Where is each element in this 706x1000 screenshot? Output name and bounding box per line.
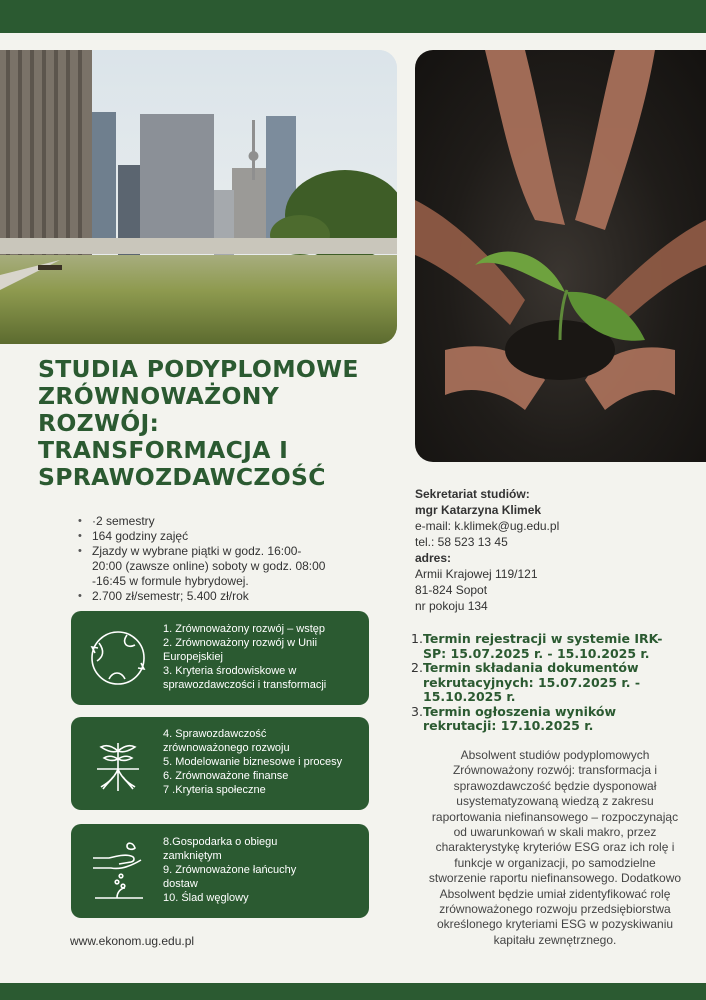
info-list (78, 514, 368, 604)
date-line: rekrutacji: 17.10.2025 r. (423, 718, 594, 733)
module-line: Europejskiej (163, 651, 223, 663)
contact-email[interactable]: e-mail: k.klimek@ug.edu.pl (415, 519, 560, 533)
modules-box-1 (71, 611, 369, 705)
recycle-globe-icon (87, 623, 149, 698)
description-line: raportowania niefinansowego – rozpoczynając (431, 809, 679, 824)
module-line: 1. Zrównoważony rozwój – wstęp (163, 623, 326, 635)
contact-phone: tel.: 58 523 13 45 (415, 535, 508, 549)
module-line: 3. Kryteria środowiskowe w (163, 665, 297, 677)
date-line: Termin rejestracji w systemie IRK- (423, 631, 663, 646)
module-line: dostaw (163, 878, 198, 890)
description-line: charakterystykę kryteriów ESG oraz ich rolę i (435, 840, 675, 855)
recruitment-dates (411, 632, 701, 734)
list-item-line: • Zjazdy w wybrane piątki w godz. 16:00- (92, 544, 302, 558)
description-line: sprawozdawczość będzie dysponował (453, 778, 657, 793)
date-number: 3. (411, 703, 423, 719)
description-line: stworzenie raportu niefinansowego. Dodatkowo (428, 871, 682, 886)
date-line: rekrutacyjnych: 15.07.2025 r. - (423, 674, 641, 690)
date-item (411, 661, 701, 705)
date-number: 2. (411, 660, 423, 675)
description-line: zrównoważonego rozwoju przedsiębiorstwa (439, 902, 671, 917)
module-line: 4. Sprawozdawczość (163, 728, 267, 740)
graduate-description (410, 748, 700, 948)
contact-name: mgr Katarzyna Klimek (415, 503, 542, 517)
description-line: funkcje w organizacji, po samodzielne (454, 855, 656, 870)
date-line: 15.10.2025 r. (423, 689, 516, 704)
module-line: 9. Zrównoważone łańcuchy (163, 864, 297, 876)
contact-heading: Sekretariat studiów: (415, 487, 530, 501)
date-line: SP: 15.07.2025 r. - 15.10.2025 r. (423, 645, 650, 661)
description-line: kapitału zewnętrznego. (493, 932, 617, 947)
address-label: adres: (415, 551, 452, 565)
description-line: Absolwent będzie umiał zidentyfikować rolę (439, 886, 671, 901)
module-line: zamkniętym (163, 850, 222, 862)
title-line: ZRÓWNOWAŻONY (38, 382, 280, 410)
module-line: zrównoważonego rozwoju (163, 742, 290, 754)
list-item-line: -16:45 w formule hybrydowej. (92, 574, 249, 588)
title-line: SPRAWOZDAWCZOŚĆ (38, 463, 326, 491)
hands-seedling-photo (415, 50, 706, 462)
address-room: nr pokoju 134 (415, 599, 488, 613)
date-item (411, 632, 701, 661)
list-item: • 2.700 zł/semestr; 5.400 zł/rok (78, 589, 368, 604)
title-line: TRANSFORMACJA I (38, 436, 289, 464)
date-line: Termin ogłoszenia wyników (423, 703, 616, 719)
date-number: 1. (411, 631, 423, 646)
title-line: ROZWÓJ: (38, 409, 160, 437)
description-line: od uwarunkowań w skali makro, przez (453, 825, 657, 840)
title-line: STUDIA PODYPLOMOWE (38, 355, 359, 383)
module-line: 6. Zrównoważone finanse (163, 770, 289, 782)
city-rooftop-photo (0, 50, 397, 344)
hand-seed-icon (87, 836, 149, 911)
list-item-line: 20:00 (zawsze online) soboty w godz. 08:00 (92, 559, 326, 573)
plant-roots-icon (87, 729, 149, 804)
modules-box-2 (71, 717, 369, 810)
address-city: 81-824 Sopot (415, 583, 488, 597)
page-title (38, 356, 408, 491)
secretariat-contact (415, 486, 695, 614)
date-item (411, 705, 701, 734)
description-line: określonego kryteriami ESG w pozyskiwaniu (436, 917, 674, 932)
website-link[interactable]: www.ekonom.ug.edu.pl (70, 934, 195, 948)
list-item (78, 544, 368, 589)
module-line: 2. Zrównoważony rozwój w Unii (163, 637, 318, 649)
bottom-bar (0, 983, 706, 1000)
module-line: 5. Modelowanie biznesowe i procesy (163, 756, 343, 768)
description-line: Zrównoważony rozwój: transformacja i (452, 763, 658, 778)
address-street: Armii Krajowej 119/121 (415, 567, 538, 581)
list-item: • ·2 semestry (78, 514, 368, 529)
module-line: 8.Gospodarka o obiegu (163, 836, 278, 848)
top-bar (0, 0, 706, 33)
module-line: sprawozdawczości i transformacji (163, 679, 327, 691)
list-item: • 164 godziny zajęć (78, 529, 368, 544)
date-line: Termin składania dokumentów (423, 660, 639, 675)
description-line: usystematyzowaną wiedzą z zakresu (456, 794, 654, 809)
modules-box-3 (71, 824, 369, 918)
module-line: 7 .Kryteria społeczne (163, 784, 266, 796)
description-line: Absolwent studiów podyplomowych (460, 748, 650, 762)
module-line: 10. Ślad węglowy (163, 892, 249, 904)
